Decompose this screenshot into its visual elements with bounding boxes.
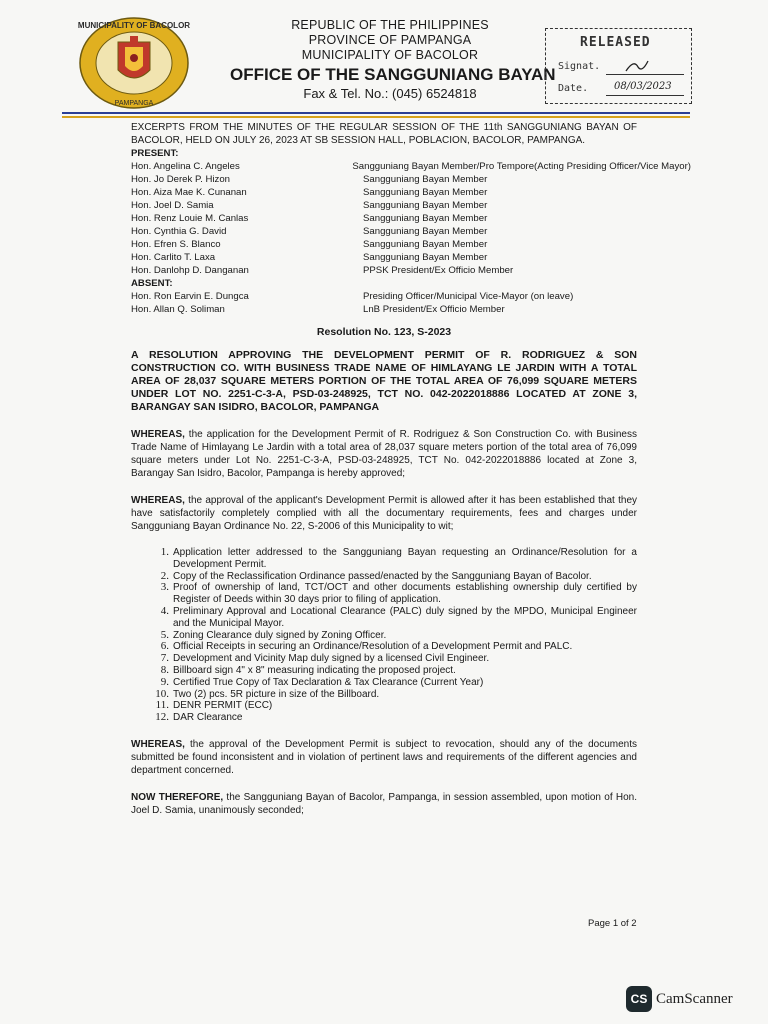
requirement-item bbox=[149, 547, 637, 571]
member-name: Hon. Carlito T. Laxa bbox=[131, 252, 216, 263]
requirement-number: 3. bbox=[160, 581, 169, 594]
member-name: Hon. Angelina C. Angeles bbox=[131, 161, 240, 172]
roster-row bbox=[131, 212, 691, 225]
roster-row bbox=[131, 303, 691, 316]
whereas-lead: WHEREAS, bbox=[131, 738, 185, 750]
absent-list bbox=[131, 290, 691, 316]
member-role: Presiding Officer/Municipal Vice-Mayor (on leave) bbox=[363, 291, 574, 302]
roster-row bbox=[131, 238, 691, 251]
requirement-number: 6. bbox=[160, 640, 169, 653]
header-municipality: MUNICIPALITY OF BACOLOR bbox=[301, 48, 479, 62]
member-name: Hon. Jo Derek P. Hizon bbox=[131, 174, 231, 185]
member-name: Hon. Danlohp D. Danganan bbox=[131, 265, 249, 276]
whereas-compliance bbox=[131, 494, 637, 533]
requirement-number: 11. bbox=[155, 699, 169, 712]
member-role: LnB President/Ex Officio Member bbox=[363, 304, 505, 315]
requirement-text: Copy of the Reclassification Ordinance passed/enacted by the Sangguniang Bayan of Bacolor. bbox=[173, 570, 592, 582]
header-republic: REPUBLIC OF THE PHILIPPINES bbox=[291, 18, 489, 32]
requirement-number: 7. bbox=[160, 652, 169, 665]
member-role: Sangguniang Bayan Member bbox=[363, 252, 488, 263]
requirement-text: Billboard sign 4" x 8" measuring indicating the proposed project. bbox=[173, 664, 456, 676]
member-name: Hon. Allan Q. Soliman bbox=[131, 304, 225, 315]
document-body bbox=[131, 121, 691, 817]
absent-label: ABSENT: bbox=[131, 278, 173, 289]
requirement-number: 9. bbox=[160, 675, 169, 688]
whereas-text: the approval of the Development Permit is subject to revocation, should any of the documents submitted be found inconsistent and in violation of pertinent laws and requirements of the different agencies and department concerned. bbox=[131, 738, 637, 776]
now-therefore bbox=[131, 791, 637, 817]
present-list bbox=[131, 160, 691, 277]
camscanner-watermark bbox=[626, 986, 733, 1012]
requirement-item bbox=[149, 700, 637, 712]
requirement-text: DAR Clearance bbox=[173, 712, 243, 724]
requirement-number: 12. bbox=[155, 711, 169, 724]
requirement-text: DENR PERMIT (ECC) bbox=[173, 700, 273, 712]
requirement-number: 10. bbox=[155, 687, 169, 700]
signature-mark bbox=[624, 59, 654, 75]
stamp-date-label: Date. bbox=[558, 83, 589, 94]
header-rule-blue bbox=[62, 112, 690, 114]
member-role: Sangguniang Bayan Member bbox=[363, 213, 488, 224]
present-label: PRESENT: bbox=[131, 148, 179, 159]
camscanner-text: CamScanner bbox=[656, 990, 733, 1007]
requirement-text: Preliminary Approval and Locational Clearance (PALC) duly signed by the MPDO, Municipal Engineer and the Municipal Mayor. bbox=[173, 605, 637, 629]
member-name: Hon. Renz Louie M. Canlas bbox=[131, 213, 249, 224]
member-name: Hon. Ron Earvin E. Dungca bbox=[131, 291, 249, 302]
header-rule-gold bbox=[62, 116, 690, 118]
requirement-number: 1. bbox=[160, 546, 169, 558]
whereas-text: the approval of the applicant's Development Permit is allowed after it has been established that they have satisfactorily completely complied with all the documentary requirements, fees and charges under Sangguniang Bayan Ordinance No. 22, S-2006 of this Municipality to wit; bbox=[131, 495, 637, 532]
member-role: Sangguniang Bayan Member bbox=[363, 226, 488, 237]
whereas-lead: WHEREAS, bbox=[131, 495, 185, 506]
header-fax: Fax & Tel. No.: (045) 6524818 bbox=[303, 86, 477, 101]
roster-row bbox=[131, 264, 691, 277]
roster-row bbox=[131, 199, 691, 212]
stamp-signature-label: Signat. bbox=[558, 61, 601, 72]
municipal-seal-logo bbox=[78, 16, 190, 110]
member-name: Hon. Cynthia G. David bbox=[131, 226, 227, 237]
member-role: Sangguniang Bayan Member bbox=[363, 239, 488, 250]
stamp-date-value: 08/03/2023 bbox=[614, 81, 672, 92]
requirement-text: Certified True Copy of Tax Declaration & Tax Clearance (Current Year) bbox=[173, 676, 484, 688]
roster-row bbox=[131, 160, 691, 173]
requirement-item bbox=[149, 677, 637, 689]
header-province: PROVINCE OF PAMPANGA bbox=[308, 33, 472, 47]
whereas-approval bbox=[131, 428, 637, 480]
now-therefore-lead: NOW THEREFORE, bbox=[131, 791, 224, 803]
roster-row bbox=[131, 290, 691, 303]
requirement-item bbox=[149, 630, 637, 642]
stamp-date-line bbox=[606, 95, 684, 96]
whereas-text: the application for the Development Permit of R. Rodriguez & Son Construction Co. with Business Trade Name of Himlayang Le Jardin with a total area of 28,037 square meters portion of the total area of 76,099 square meters under Lot No. 2251-C-3-A, PSD-03-248925, TCT No. 042-2022018886 located at Zone 3, Barangay San Isidro, Bacolor, Pampanga is hereby approved; bbox=[131, 429, 637, 479]
requirement-number: 4. bbox=[160, 604, 169, 617]
roster-row bbox=[131, 225, 691, 238]
resolution-title: A RESOLUTION APPROVING THE DEVELOPMENT PERMIT OF R. RODRIGUEZ & SON CONSTRUCTION CO. WITH BUSINESS TRADE NAME OF HIMLAYANG LE JARDIN WITH A TOTAL AREA OF 28,037 SQUARE METERS PORTION OF THE TOTAL AREA OF 76,099 SQUARE METERS UNDER LOT NO. 2251-C-3-A, PSD-03-248925, TCT NO. 042-2022018886 LOCATED AT ZONE 3, BARANGAY SAN ISIDRO, BACOLOR, PAMPANGA bbox=[131, 349, 637, 413]
excerpt-heading: EXCERPTS FROM THE MINUTES OF THE REGULAR SESSION OF THE 11th SANGGUNIANG BAYAN OF BACOLOR, HELD ON JULY 26, 2023 AT SB SESSION HALL, POBLACION, BACOLOR, PAMPANGA. bbox=[131, 122, 637, 146]
requirement-text: Development and Vicinity Map duly signed by a licensed Civil Engineer. bbox=[173, 653, 490, 665]
requirement-item bbox=[149, 641, 637, 653]
resolution-number: Resolution No. 123, S-2023 bbox=[316, 326, 452, 338]
requirement-number: 2. bbox=[160, 569, 169, 582]
member-name: Hon. Efren S. Blanco bbox=[131, 239, 221, 250]
member-role: Sangguniang Bayan Member bbox=[363, 200, 488, 211]
requirement-text: Application letter addressed to the Sangguniang Bayan requesting an Ordinance/Resolution for a Development Permit. bbox=[173, 547, 637, 570]
seal-bottom-text: PAMPANGA bbox=[114, 100, 154, 107]
roster-row bbox=[131, 251, 691, 264]
requirement-item bbox=[149, 712, 637, 724]
now-therefore-text: the Sangguniang Bayan of Bacolor, Pampanga, in session assembled, upon motion of Hon. Joel D. Samia, unanimously seconded; bbox=[131, 791, 637, 816]
requirement-item bbox=[149, 653, 637, 665]
requirement-text: Proof of ownership of land, TCT/OCT and other documents establishing ownership duly certified by Register of Deeds within 30 days prior to filing of application. bbox=[173, 582, 637, 606]
member-name: Hon. Joel D. Samia bbox=[131, 200, 214, 211]
member-role: Sangguniang Bayan Member bbox=[363, 174, 488, 185]
whereas-revocation bbox=[131, 738, 637, 777]
requirement-item bbox=[149, 571, 637, 583]
requirement-item bbox=[149, 689, 637, 701]
requirement-text: Two (2) pcs. 5R picture in size of the Billboard. bbox=[173, 688, 380, 700]
requirement-item bbox=[149, 582, 637, 606]
whereas-lead: WHEREAS, bbox=[131, 429, 185, 440]
roster-row bbox=[131, 186, 691, 199]
header-office: OFFICE OF THE SANGGUNIANG BAYAN bbox=[230, 65, 556, 84]
requirement-text: Zoning Clearance duly signed by Zoning Officer. bbox=[173, 629, 387, 641]
requirement-item bbox=[149, 665, 637, 677]
requirement-number: 8. bbox=[160, 663, 169, 676]
requirement-item bbox=[149, 606, 637, 630]
requirement-number: 5. bbox=[160, 628, 169, 641]
letterhead bbox=[230, 18, 556, 102]
seal-top-text: MUNICIPALITY OF BACOLOR bbox=[78, 21, 190, 30]
member-role: Sangguniang Bayan Member/Pro Tempore(Acting Presiding Officer/Vice Mayor) bbox=[352, 161, 691, 172]
member-role: PPSK President/Ex Officio Member bbox=[363, 265, 514, 276]
stamp-title: RELEASED bbox=[580, 35, 651, 50]
released-stamp bbox=[545, 28, 692, 104]
page-number: Page 1 of 2 bbox=[588, 918, 637, 929]
member-name: Hon. Aiza Mae K. Cunanan bbox=[131, 187, 247, 198]
camscanner-logo-icon: CS bbox=[626, 986, 652, 1012]
requirements-list bbox=[131, 547, 637, 724]
attendance-roster bbox=[131, 147, 691, 316]
roster-row bbox=[131, 173, 691, 186]
member-role: Sangguniang Bayan Member bbox=[363, 187, 488, 198]
requirement-text: Official Receipts in securing an Ordinance/Resolution of a Development Permit and PALC. bbox=[173, 641, 573, 653]
